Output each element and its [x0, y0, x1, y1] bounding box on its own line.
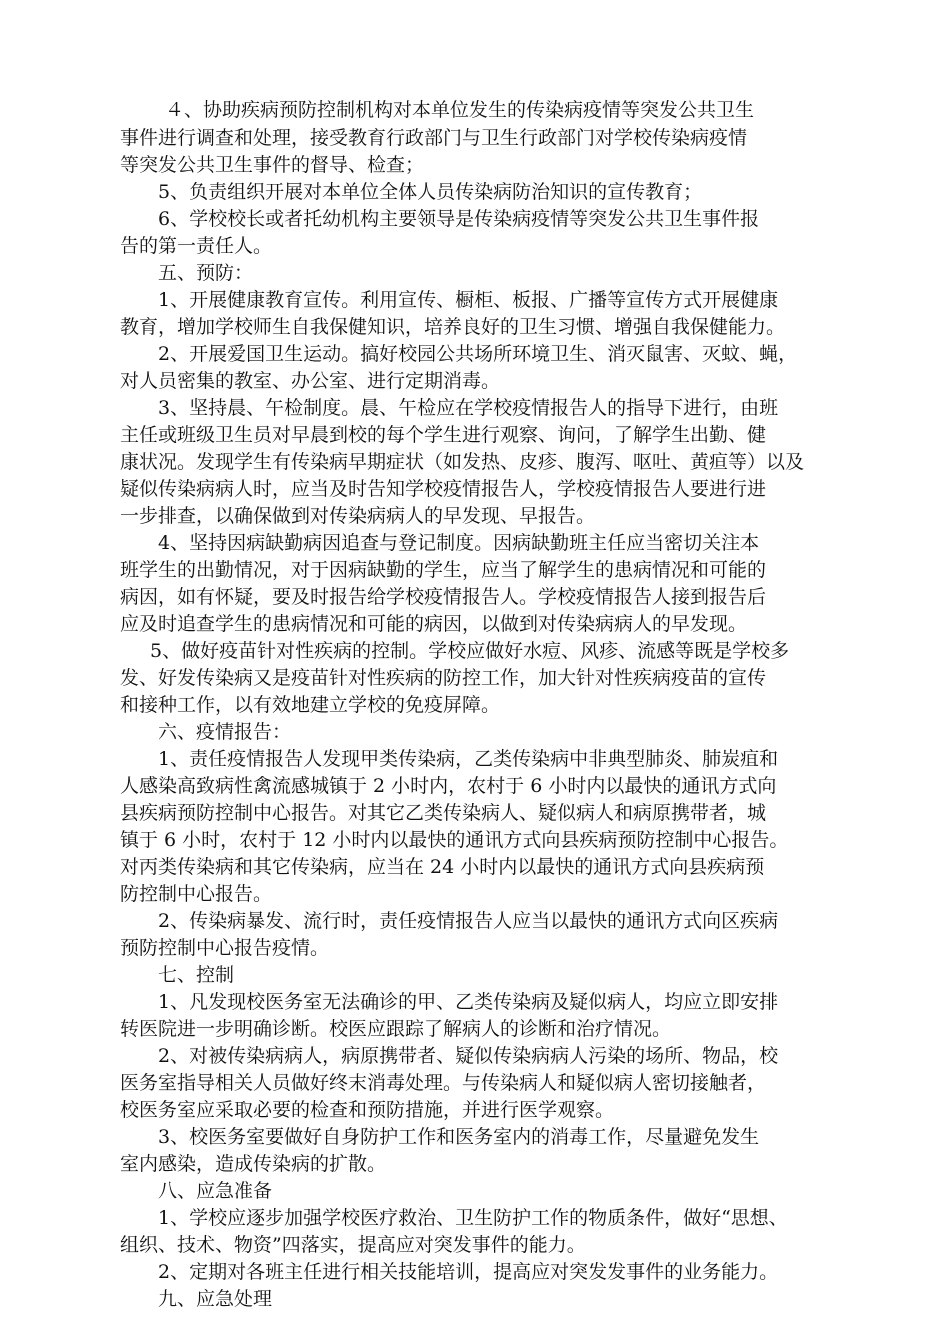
text-line: 校医务室应采取必要的检查和预防措施，并进行医学观察。	[120, 1099, 615, 1121]
text-line: 1、凡发现校医务室无法确诊的甲、乙类传染病及疑似病人，均应立即安排	[158, 991, 779, 1013]
text-line: 6、学校校长或者托幼机构主要领导是传染病疫情等突发公共卫生事件报	[158, 208, 760, 230]
text-line: 发、好发传染病又是疫苗针对性疾病的防控工作，加大针对性疾病疫苗的宣传	[120, 667, 767, 689]
text-line: 2、定期对各班主任进行相关技能培训，提高应对突发发事件的业务能力。	[158, 1261, 779, 1283]
text-line: 预防控制中心报告疫情。	[120, 937, 330, 959]
text-line: 应及时追查学生的患病情况和可能的病因，以做到对传染病病人的早发现。	[120, 613, 748, 635]
text-line: 1、责任疫情报告人发现甲类传染病，乙类传染病中非典型肺炎、肺炭疽和	[158, 748, 779, 770]
text-line: 告的第一责任人。	[120, 235, 273, 257]
section-heading: 八、应急准备	[158, 1180, 273, 1202]
text-line: 5、负责组织开展对本单位全体人员传染病防治知识的宣传教育；	[158, 181, 703, 203]
text-line: ４、协助疾病预防控制机构对本单位发生的传染病疫情等突发公共卫生	[165, 99, 755, 121]
text-line: 1、学校应逐步加强学校医疗救治、卫生防护工作的物质条件，做好“思想、	[158, 1207, 788, 1229]
text-line: 一步排查，以确保做到对传染病病人的早发现、早报告。	[120, 505, 596, 527]
section-heading: 六、疫情报告：	[158, 721, 292, 743]
text-line: 事件进行调查和处理，接受教育行政部门与卫生行政部门对学校传染病疫情	[120, 127, 748, 149]
text-line: 对人员密集的教室、办公室、进行定期消毒。	[120, 370, 501, 392]
text-line: 组织、技术、物资”四落实，提高应对突发事件的能力。	[120, 1234, 586, 1256]
text-line: 班学生的出勤情况，对于因病缺勤的学生，应当了解学生的患病情况和可能的	[120, 559, 767, 581]
section-heading: 五、预防：	[158, 262, 254, 284]
text-line: 和接种工作，以有效地建立学校的免疫屏障。	[120, 694, 501, 716]
text-line: 教育，增加学校师生自我保健知识，培养良好的卫生习惯、增强自我保健能力。	[120, 316, 786, 338]
text-line: 3、坚持晨、午检制度。晨、午检应在学校疫情报告人的指导下进行，由班	[158, 397, 779, 419]
text-line: 转医院进一步明确诊断。校医应跟踪了解病人的诊断和治疗情况。	[120, 1018, 672, 1040]
text-line: 康状况。发现学生有传染病早期症状（如发热、皮疹、腹泻、呕吐、黄疸等）以及	[120, 451, 805, 473]
text-line: 2、传染病暴发、流行时，责任疫情报告人应当以最快的通讯方式向区疾病	[158, 910, 779, 932]
text-line: 对丙类传染病和其它传染病，应当在 24 小时内以最快的通讯方式向县疾病预	[120, 856, 765, 878]
text-line: 1、开展健康教育宣传。利用宣传、橱柜、板报、广播等宣传方式开展健康	[158, 289, 779, 311]
text-line: 2、开展爱国卫生运动。搞好校园公共场所环境卫生、消灭鼠害、灭蚊、蝇，	[158, 343, 798, 365]
text-line: 县疾病预防控制中心报告。对其它乙类传染病人、疑似病人和病原携带者，城	[120, 802, 767, 824]
text-line: 5、做好疫苗针对性疾病的控制。学校应做好水痘、风疹、流感等既是学校多	[150, 640, 790, 662]
text-line: 疑似传染病病人时，应当及时告知学校疫情报告人，学校疫情报告人要进行进	[120, 478, 767, 500]
section-heading: 九、应急处理	[158, 1288, 273, 1310]
text-line: 3、校医务室要做好自身防护工作和医务室内的消毒工作，尽量避免发生	[158, 1126, 760, 1148]
text-line: 医务室指导相关人员做好终末消毒处理。与传染病人和疑似病人密切接触者，	[120, 1072, 767, 1094]
text-line: 等突发公共卫生事件的督导、检查；	[120, 154, 425, 176]
text-line: 2、对被传染病病人，病原携带者、疑似传染病病人污染的场所、物品，校	[158, 1045, 779, 1067]
text-line: 4、坚持因病缺勤病因追查与登记制度。因病缺勤班主任应当密切关注本	[158, 532, 760, 554]
section-heading: 七、控制	[158, 964, 235, 986]
text-line: 镇于 6 小时，农村于 12 小时内以最快的通讯方式向县疾病预防控制中心报告。	[120, 829, 789, 851]
text-line: 人感染高致病性禽流感城镇于 2 小时内，农村于 6 小时内以最快的通讯方式向	[120, 775, 777, 797]
text-line: 防控制中心报告。	[120, 883, 273, 905]
text-line: 室内感染，造成传染病的扩散。	[120, 1153, 387, 1175]
text-line: 病因，如有怀疑，要及时报告给学校疫情报告人。学校疫情报告人接到报告后	[120, 586, 767, 608]
text-line: 主任或班级卫生员对早晨到校的每个学生进行观察、询问，了解学生出勤、健	[120, 424, 767, 446]
